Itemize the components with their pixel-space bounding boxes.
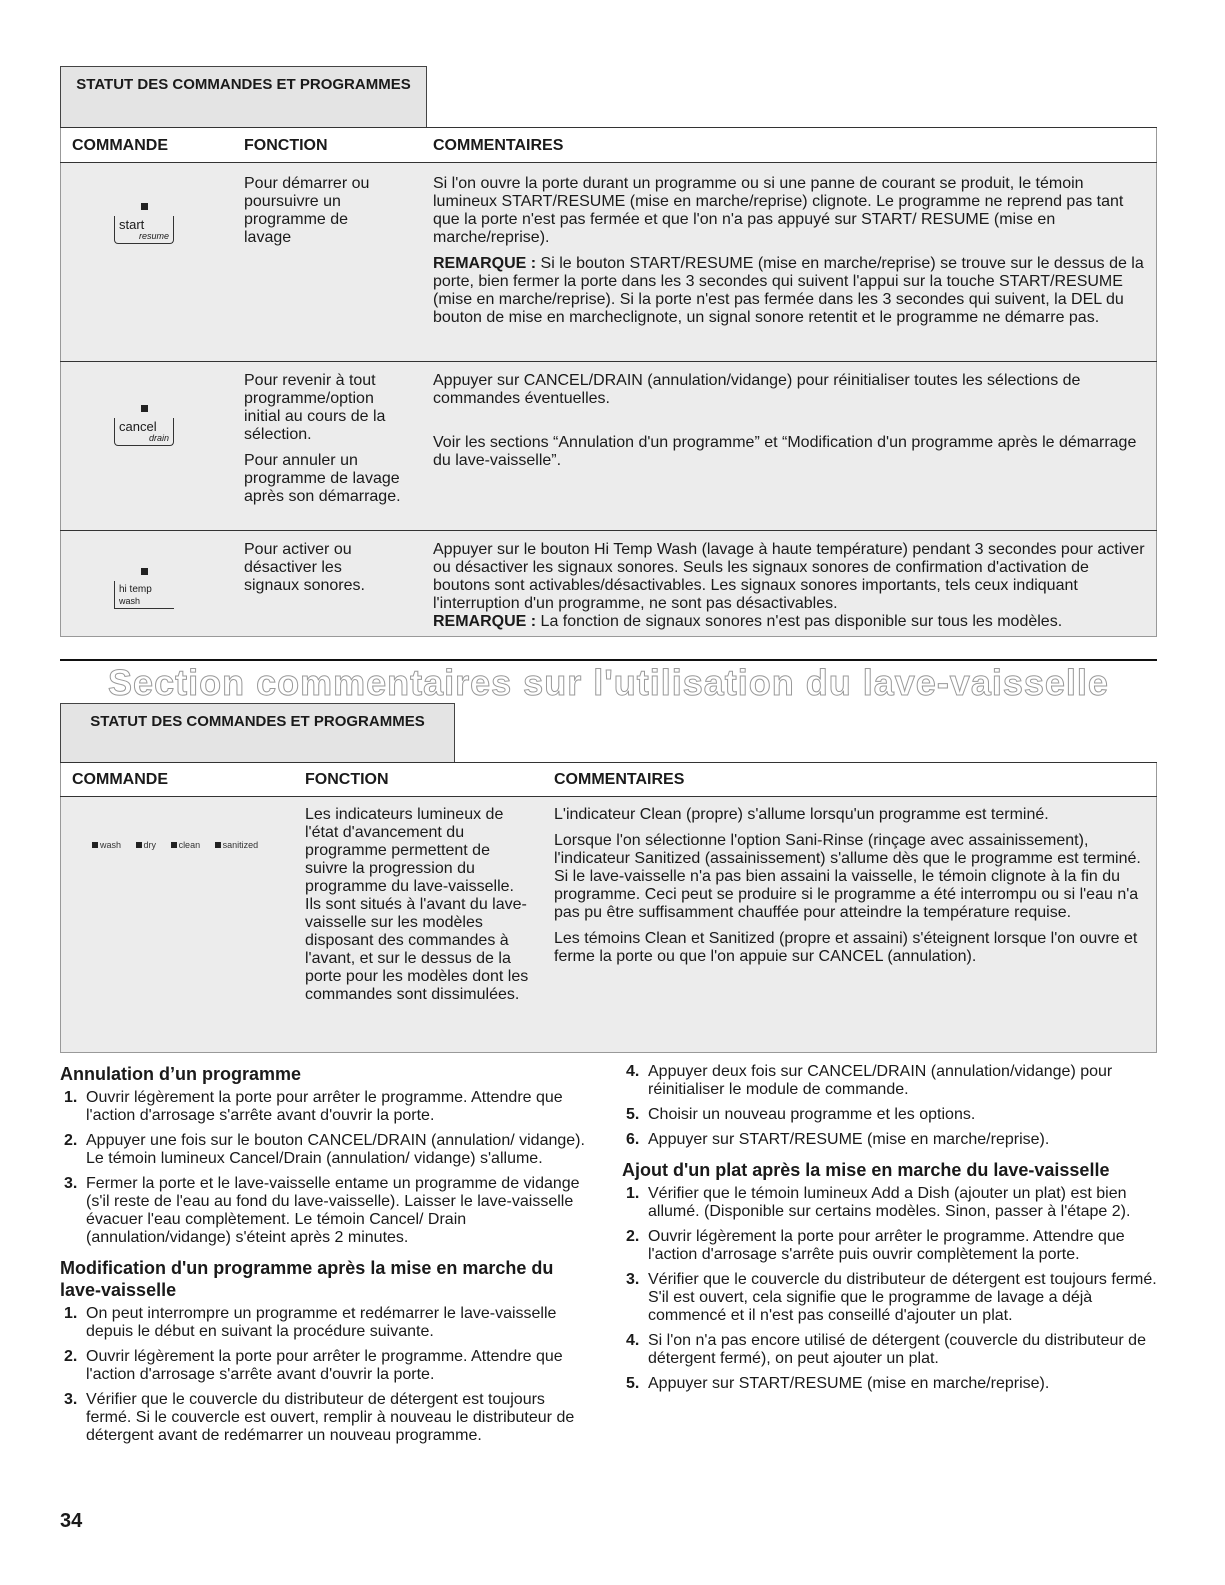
table1-colhead-row — [60, 128, 1157, 162]
table1-header — [60, 66, 427, 128]
modification-heading: Modification d'un programme après la mise en marche du lave-vaisselle — [60, 1258, 554, 1300]
function-text: Pour revenir à tout programme/option initial au cours de la sélection. — [244, 372, 386, 443]
comment-text: L'indicateur Clean (propre) s'allume lorsqu'un programme est terminé. — [554, 806, 1049, 823]
ajout-steps — [622, 1185, 1162, 1393]
list-item: 3. Fermer la porte et le lave-vaisselle entame un programme de vidange (s'il reste de l'eau au fond du lave-vaisselle). Laisser le lave-vaisselle évacuer l'eau complètement. Le témoin Cancel/ Drain (annulation/vidange) s'éteint après 2 minutes. — [64, 1175, 580, 1246]
annulation-heading: Annulation d’un programme — [60, 1064, 301, 1084]
list-item: 3. Vérifier que le couvercle du distributeur de détergent est toujours fermé. Si le couvercle est ouvert, remplir à nouveau le distributeur de détergent avant de redémarrer un nouveau programme. — [64, 1391, 575, 1444]
list-item: 5. Appuyer sur START/RESUME (mise en marche/reprise). — [626, 1375, 1050, 1392]
table2-col-commande: COMMANDE — [72, 771, 168, 788]
led-clean: clean — [171, 840, 201, 850]
start-button-label: start — [119, 217, 145, 232]
start-led-icon — [141, 203, 148, 210]
list-item: 1. On peut interrompre un programme et redémarrer le lave-vaisselle depuis le début en suivant la procédure suivante. — [64, 1305, 557, 1340]
comment-text: Appuyer sur le bouton Hi Temp Wash (lavage à haute température) pendant 3 secondes pour activer ou désactiver les signaux sonores. Seuls les signaux sonores de confirmation d'activation de boutons sont activables/désactivables. Les signaux sonores importants, tels ceux indiquant l'interruption d'un programme, ne sont pas désactivables. — [433, 541, 1145, 612]
comment-text: Lorsque l'on sélectionne l'option Sani-Rinse (rinçage avec assainissement), l'indicateur Sanitized (assainissement) s'allume dès que le programme est terminé. Si le lave-vaisselle n'a pas bien assaini la vaisselle, le témoin clignote à la fin du programme. Ceci peut se produire si le programme a été interrompu ou si l'eau n'a pas pu être suffisamment chauffée pour atteindre la température requise. — [554, 832, 1141, 921]
list-item: 1. Ouvrir légèrement la porte pour arrêter le programme. Attendre que l'action d'arrosage s'arrête avant d'ouvrir la porte. — [64, 1089, 563, 1124]
function-text: Pour activer ou désactiver les signaux sonores. — [244, 541, 365, 594]
led-wash: wash — [92, 840, 121, 850]
cancel-led-icon — [141, 405, 148, 412]
right-column — [622, 1063, 1162, 1403]
function-text: Pour démarrer ou poursuivre un programme de lavage — [244, 175, 370, 246]
ajout-heading: Ajout d'un plat après la mise en marche du lave-vaisselle — [622, 1160, 1110, 1180]
table1-row-start-function — [244, 175, 394, 255]
drain-button-label: drain — [148, 433, 169, 443]
list-item: 2. Ouvrir légèrement la porte pour arrêter le programme. Attendre que l'action d'arrosage s'arrête avant d'ouvrir la porte. — [64, 1348, 563, 1383]
left-column — [60, 1063, 590, 1455]
led-dot-icon — [136, 842, 142, 848]
table2-comments — [554, 806, 1149, 974]
table2-function: Les indicateurs lumineux de l'état d'avancement du programme permettent de suivre la progression du programme du lave-vaisselle. Ils sont situés à l'avant du lave-vaisselle sur les modèles disposant des commandes à l'avant, et sur le dessus de la porte pour les modèles dont les commandes sont dissimulées. — [305, 806, 529, 1003]
table2-col-fonction: FONCTION — [305, 771, 389, 788]
list-item: 2. Ouvrir légèrement la porte pour arrêter le programme. Attendre que l'action d'arrosage s'arrête puis ouvrir complètement la porte. — [626, 1228, 1125, 1263]
list-item: 3. Vérifier que le couvercle du distributeur de détergent est toujours fermé. S'il est ouvert, cela signifie que le programme de lavage a déjà commencé et il n'est pas conseillé d'ajouter un plat. — [626, 1271, 1157, 1324]
wash-button-label: wash — [119, 596, 141, 606]
led-dot-icon — [215, 842, 221, 848]
table1-col-commentaires: COMMENTAIRES — [433, 137, 564, 154]
table1-row-cancel-comments — [433, 372, 1148, 478]
list-item: 1. Vérifier que le témoin lumineux Add a Dish (ajouter un plat) est bien allumé. (Disponible sur certains modèles. Sinon, passer à l'étape 2). — [626, 1185, 1131, 1220]
list-item: 5. Choisir un nouveau programme et les options. — [626, 1106, 976, 1123]
hi-temp-led-icon — [141, 568, 148, 575]
hi-temp-button-label: hi temp — [119, 584, 152, 595]
led-dot-icon — [171, 842, 177, 848]
list-item: 6. Appuyer sur START/RESUME (mise en marche/reprise). — [626, 1131, 1050, 1148]
comment-text: Appuyer sur CANCEL/DRAIN (annulation/vidange) pour réinitialiser toutes les sélections de commandes éventuelles. — [433, 372, 1081, 407]
list-item: 2. Appuyer une fois sur le bouton CANCEL/DRAIN (annulation/ vidange). Le témoin lumineux Cancel/Drain (annulation/ vidange) s'allume. — [64, 1132, 585, 1167]
list-item: 4. Appuyer deux fois sur CANCEL/DRAIN (annulation/vidange) pour réinitialiser le module de commande. — [626, 1063, 1113, 1098]
led-dry: dry — [136, 840, 157, 850]
start-resume-button — [114, 203, 174, 244]
table1-row-cancel-function — [244, 372, 409, 514]
section-rule — [60, 659, 1157, 661]
led-sanitized: sanitized — [215, 840, 259, 850]
function-text: Pour annuler un programme de lavage après son démarrage. — [244, 452, 401, 505]
led-dot-icon — [92, 842, 98, 848]
table2-col-commentaires: COMMENTAIRES — [554, 771, 685, 788]
table2-header — [60, 703, 455, 763]
cancel-drain-button — [114, 405, 174, 446]
comment-text: Si l'on ouvre la porte durant un programme ou si une panne de courant se produit, le témoin lumineux START/RESUME (mise en marche/reprise) clignote. Le programme ne reprend pas tant que la porte n'est pas fermée et que l'on n'a pas appuyé sur START/ RESUME (mise en marche/reprise). — [433, 175, 1124, 246]
comment-text: Voir les sections “Annulation d'un programme” et “Modification d'un programme après le démarrage du lave-vaisselle”. — [433, 434, 1137, 469]
page-number: 34 — [60, 1510, 83, 1532]
modification-steps — [60, 1305, 590, 1445]
table1-col-fonction: FONCTION — [244, 137, 328, 154]
table1-row-hitemp-function — [244, 541, 394, 603]
comment-remark: REMARQUE : La fonction de signaux sonores n'est pas disponible sur tous les modèles. — [433, 613, 1063, 630]
comment-text: Les témoins Clean et Sanitized (propre et assaini) s'éteignent lorsque l'on ouvre et ferme la porte ou que l'on appuie sur CANCEL (annulation). — [554, 930, 1138, 965]
table1-col-commande: COMMANDE — [72, 137, 168, 154]
list-item: 4. Si l'on n'a pas encore utilisé de détergent (couvercle du distributeur de détergent fermé), on peut ajouter un plat. — [626, 1332, 1146, 1367]
modification-steps-continued — [622, 1063, 1162, 1149]
table1-row-start-comments — [433, 175, 1148, 335]
cancel-button-label: cancel — [119, 419, 157, 434]
table2-header-text: STATUT DES COMMANDES ET PROGRAMMES — [90, 713, 425, 730]
progress-leds — [92, 840, 270, 850]
annulation-steps — [60, 1089, 590, 1247]
resume-button-label: resume — [138, 231, 169, 241]
table1-header-text: STATUT DES COMMANDES ET PROGRAMMES — [76, 76, 411, 93]
comment-remark: REMARQUE : Si le bouton START/RESUME (mise en marche/reprise) se trouve sur le dessus de la porte, bien fermer la porte dans les 3 secondes qui suivent l'appui sur la touche START/RESUME (mise en marche/reprise). Si la porte n'est pas fermée dans les 3 secondes qui suivent, la DEL du bouton de mise en marcheclignote, un signal sonore retentit et le programme ne démarre pas. — [433, 255, 1144, 326]
hi-temp-wash-button — [114, 568, 174, 609]
table1-row-hitemp-comments — [433, 541, 1148, 631]
section-title: Section commentaires sur l'utilisation du lave-vaisselle — [108, 662, 1109, 703]
